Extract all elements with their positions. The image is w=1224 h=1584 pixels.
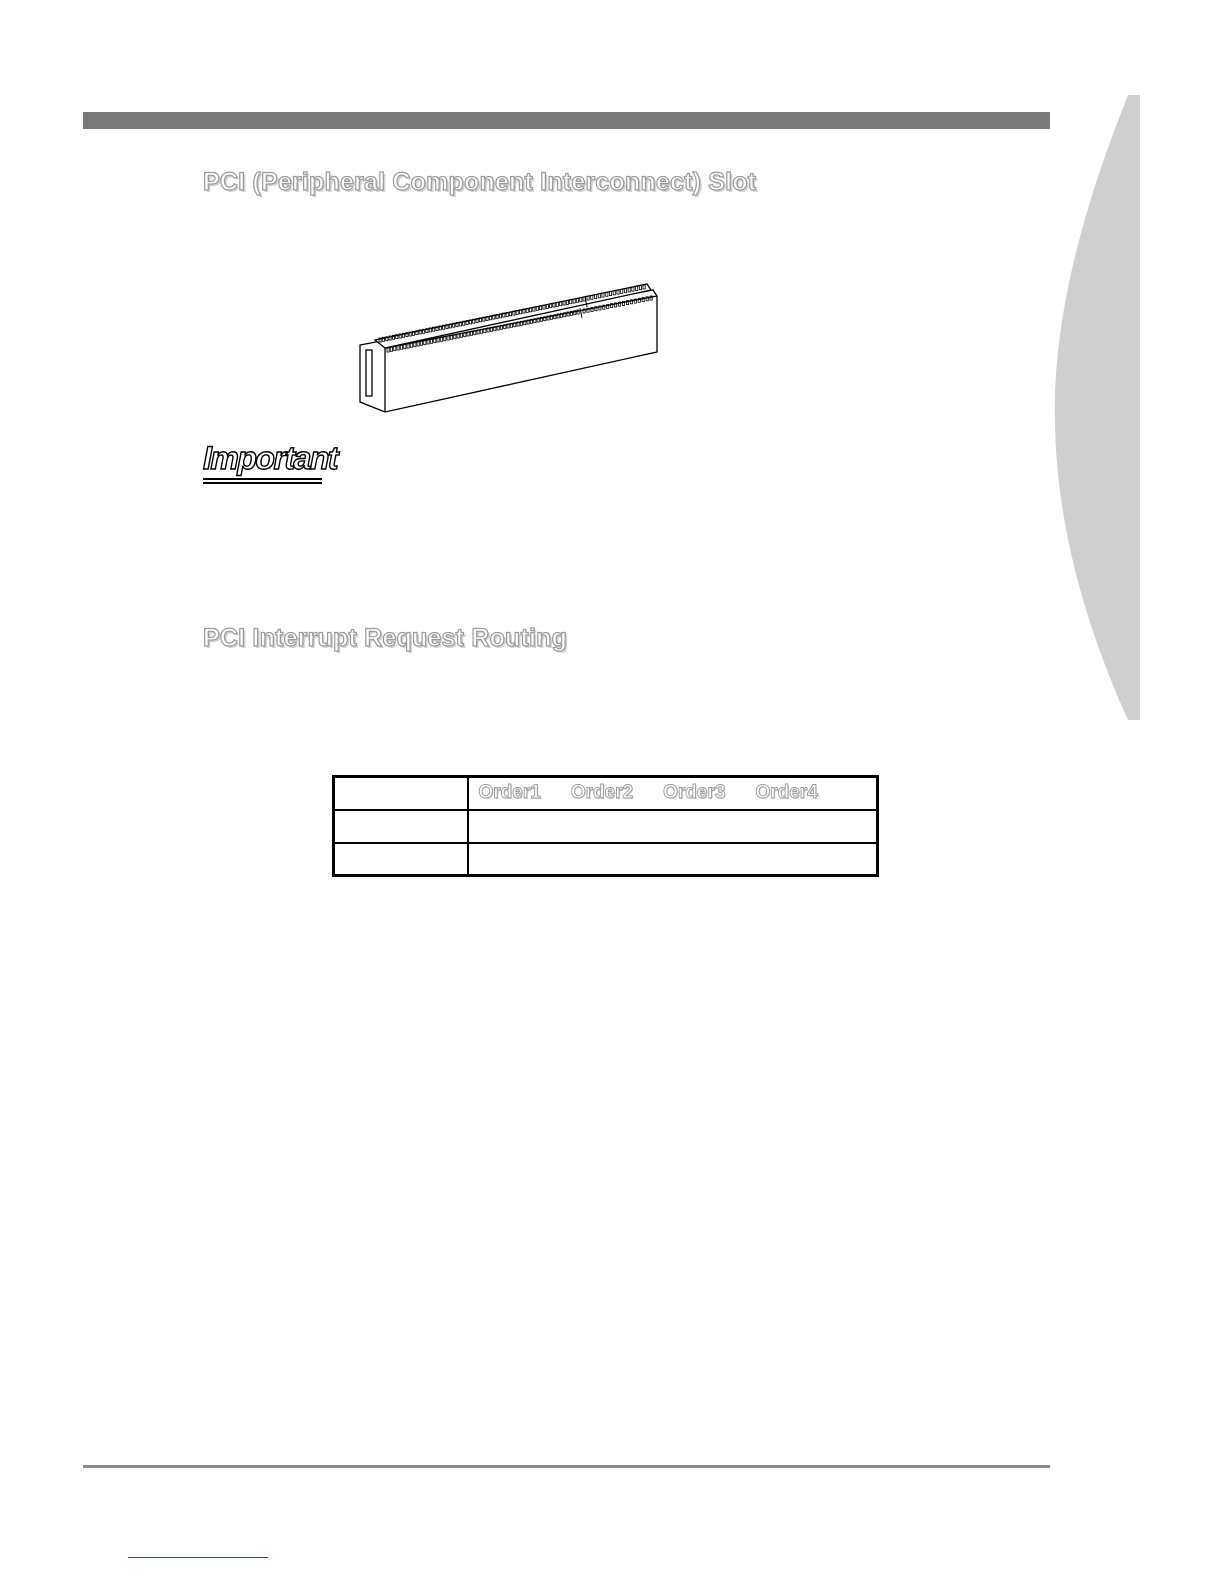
order4-header: Order4 [755, 782, 818, 804]
table-corner-cell [334, 777, 468, 810]
table-order-header-cell [468, 777, 878, 810]
pci-slot-illustration-icon [355, 270, 665, 430]
important-underline [203, 478, 322, 484]
footer-link-underline [128, 1557, 268, 1558]
row-label-cell [334, 843, 468, 876]
row-values-cell [468, 810, 878, 843]
table-row [334, 843, 878, 876]
header-bar [83, 112, 1050, 129]
order1-header: Order1 [478, 782, 541, 804]
table-header-row [334, 777, 878, 810]
section-title-irq-routing: PCI Interrupt Request Routing [203, 624, 568, 652]
important-label: Important [203, 440, 338, 476]
order2-header: Order2 [570, 782, 634, 804]
irq-routing-table [332, 775, 879, 877]
row-values-cell [468, 843, 878, 876]
table-row [334, 810, 878, 843]
side-tab [1040, 95, 1140, 725]
order3-header: Order3 [663, 782, 726, 804]
section-title-pci-slot: PCI (Peripheral Component Interconnect) Slot [203, 168, 757, 196]
row-label-cell [334, 810, 468, 843]
footer-rule [83, 1465, 1050, 1468]
